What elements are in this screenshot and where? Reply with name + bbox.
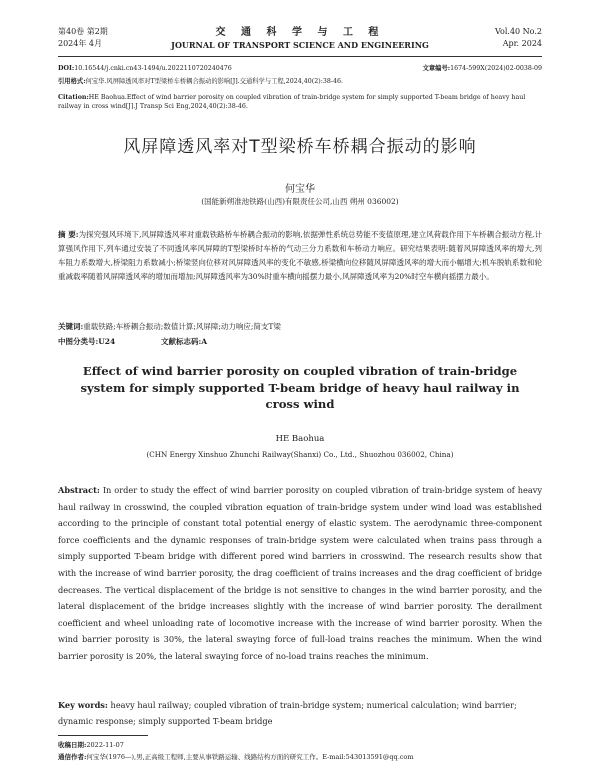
keywords-cn-text: 重载铁路;车桥耦合振动;数值计算;风屏障;动力响应;简支T梁: [83, 322, 281, 331]
keywords-cn: [58, 321, 542, 333]
corresponding-author-label: 通信作者:: [58, 753, 87, 761]
author-cn: 何宝华: [285, 184, 315, 195]
article-number-value: 1674-599X(2024)02-0038-09: [450, 65, 542, 72]
header-rule: [58, 56, 542, 57]
corresponding-author: [58, 752, 542, 762]
article-number: [423, 64, 542, 73]
paper-title-cn: 风屏障透风率对T型梁桥车桥耦合振动的影响: [123, 137, 477, 157]
journal-header: [58, 20, 542, 56]
affiliation-cn: (国能新朔准池铁路(山西)有限责任公司,山西 朔州 036002): [201, 197, 399, 206]
paper-title-en-line-1: Effect of wind barrier porosity on coupled vibration of train-bridge: [82, 364, 518, 378]
corresponding-author-info: 何宝华(1976—),男,正高级工程师,主要从事铁路运输、线路结构方面的研究工作。E-mail:543013591@qq.com: [86, 753, 414, 761]
footnote-rule: [58, 735, 148, 736]
citation-cn: [58, 77, 542, 86]
volume-issue-en: [495, 26, 542, 50]
journal-name-cn: 交 通 科 学 与 工 程: [215, 27, 385, 38]
document-code: 文献标志码:A: [161, 337, 208, 346]
journal-name-en: JOURNAL OF TRANSPORT SCIENCE AND ENGINEERING: [171, 40, 429, 50]
citation-en-text-2: railway in cross wind[J].J Transp Sci Eng,2024,40(2):38-46.: [58, 103, 248, 110]
keywords-en: [58, 697, 542, 729]
keywords-en-text: heavy haul railway; coupled vibration of train-bridge system; numerical calculation; wind barrier; dynamic response; simply supported T-beam bridge: [58, 700, 517, 726]
doi-value: 10.16544/j.cnki.cn43-1494/u.2022110720240476: [74, 65, 232, 72]
abstract-en-text: In order to study the effect of wind barrier porosity on coupled vibration of train-bridge system of heavy haul railway in crosswind, the coupled vibration equation of train-bridge system under wind load was established according to the principle of constant total potential energy of elastic system. The aerodynamic three-component force coefficients and the dynamic responses of train-bridge system were calculated when trains pass through a simply supported T-beam bridge with different pored wind barriers in crosswind. The research results show that with the increase of wind barrier porosity, the drag coefficient of trains increases and the drag coefficient of bridge decreases. The vertical displacement of the bridge is not sensitive to changes in the wind barrier porosity, and the lateral displacement of the bridge increases slightly with the increase of wind barrier porosity. The derailment coefficient and wheel unloading rate of locomotive increase with the increase of wind barrier porosity. When the wind barrier porosity is 30%, the lateral swaying force of full-load trains reaches the minimum. When the wind barrier porosity is 20%, the lateral swaying force of no-load trains reaches the minimum.: [58, 485, 543, 661]
abstract-en: [58, 482, 542, 665]
abstract-en-label: Abstract:: [58, 485, 100, 495]
volume-issue-line: 第40卷 第2期: [58, 27, 108, 36]
paper-title-en: [58, 363, 542, 413]
doi-line: [58, 64, 542, 73]
doi-label: DOI:: [58, 65, 75, 72]
abstract-cn-text: 为探究强风环境下,风屏障透风率对重载铁路桥车桥耦合振动的影响,依据弹性系统总势能不变值原理,建立风荷载作用下车桥耦合振动方程,计算强风作用下,列车通过安装了不同透风率风屏障的T型梁桥时车桥的气动三分力系数和车桥动力响应。研究结果表明:随着风屏障透风率的增大,列车阻力系数增大,桥梁阻力系数减小;桥梁竖向位移对风屏障透风率的变化不敏感,桥梁横向位移随风屏障透风率的增大而小幅增大;机车脱轨系数和轮重减载率随着风屏障透风率的增加而增加;风屏障透风率为30%时重车横向摇摆力最小,风屏障透风率为20%时空车横向摇摆力最小。: [58, 230, 542, 281]
affiliation-en: (CHN Energy Xinshuo Zhunchi Railway(Shanxi) Co., Ltd., Shuozhou 036002, China): [146, 450, 454, 459]
received-value: 2022-11-07: [86, 741, 124, 749]
keywords-cn-label: 关键词:: [58, 322, 84, 331]
classification-cn: [58, 336, 542, 348]
article-number-label: 文章编号:: [422, 65, 451, 72]
clc-number: 中图分类号:U24: [58, 337, 116, 346]
keywords-en-label: Key words:: [58, 700, 108, 710]
citation-en: [58, 93, 542, 111]
citation-en-label: Citation:: [58, 94, 89, 101]
citation-en-text-1: HE Baohua.Effect of wind barrier porosity on coupled vibration of train-bridge system for simply supported T-beam bridge of heavy haul: [88, 94, 526, 101]
author-en: HE Baohua: [275, 434, 325, 444]
citation-cn-text: 何宝华.风屏障透风率对T型梁桥车桥耦合振动的影响[J].交通科学与工程,2024,40(2):38-46.: [85, 78, 344, 85]
citation-cn-label: 引用格式:: [58, 78, 86, 85]
abstract-cn-label: 摘 要:: [58, 230, 79, 239]
received-date: [58, 740, 542, 750]
paper-title-en-line-3: cross wind: [265, 397, 335, 411]
date-line: 2024年 4月: [58, 39, 102, 48]
journal-name: [58, 23, 542, 50]
abstract-cn: [58, 228, 542, 284]
paper-title-en-line-2: system for simply supported T-beam bridge of heavy haul railway in: [80, 380, 520, 395]
date-en-line: Apr. 2024: [502, 39, 542, 48]
volume-issue-en-line: Vol.40 No.2: [495, 27, 542, 36]
received-label: 收稿日期:: [58, 741, 87, 749]
